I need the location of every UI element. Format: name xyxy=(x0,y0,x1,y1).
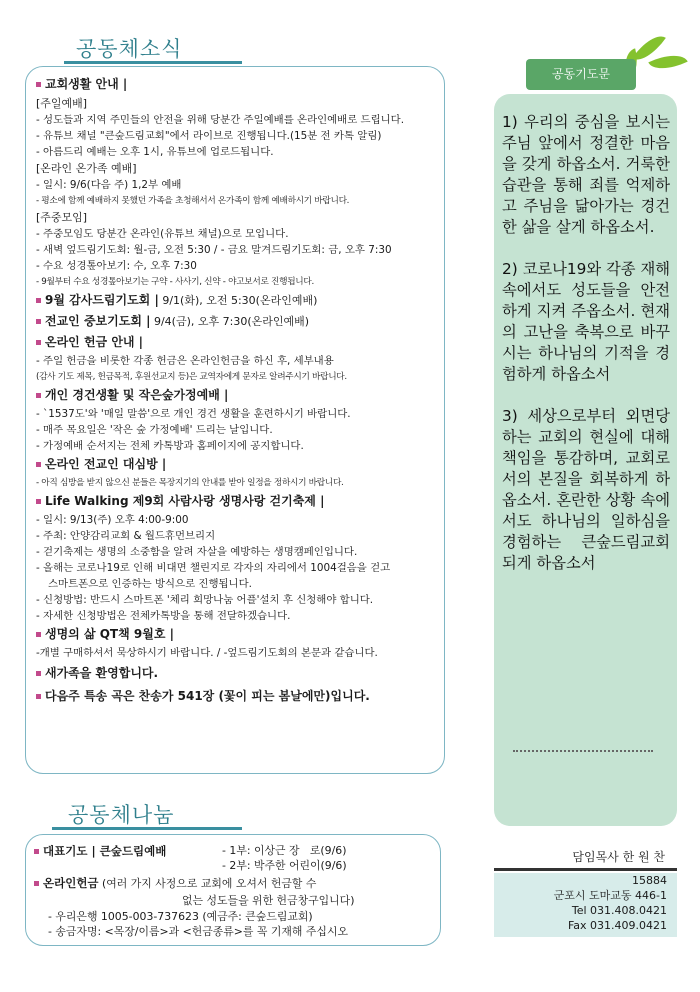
bullet-icon xyxy=(36,694,41,699)
news-line: - 새벽 엎드림기도회: 월-금, 오전 5:30 / - 금요 말겨드림기도회: 금, 오후 7:30 xyxy=(36,244,392,256)
online-offering-desc-2: 없는 성도들을 위한 헌금창구입니다) xyxy=(182,894,355,907)
news-line: -개별 구매하셔서 묵상하시기 바랍니다. / -엎드림기도회의 본문과 같습니다. xyxy=(36,647,378,659)
news-line: - 걷기축제는 생명의 소중함을 알려 자살을 예방하는 생명캠페인입니다. xyxy=(36,546,358,558)
address: 군포시 도마교동 446-1 xyxy=(553,889,667,902)
rep-prayer-heading: 대표기도 | 큰숲드림예배 xyxy=(34,841,166,861)
news-line: - 유튜브 채널 "큰숲드림교회"에서 라이브로 진행됩니다.(15분 전 카톡 알림) xyxy=(36,130,382,142)
sharing-title-underline xyxy=(52,827,242,830)
bullet-icon xyxy=(36,632,41,637)
news-section-heading xyxy=(36,311,444,332)
rep-prayer-line-2: - 2부: 박주한 어린이(9/6) xyxy=(222,859,347,872)
news-section-title: 새가족을 환영합니다. xyxy=(45,666,159,680)
news-section-heading xyxy=(36,74,444,95)
news-line: - 수요 성경톺아보기: 수, 오후 7:30 xyxy=(36,260,197,272)
news-line: - 일시: 9/13(주) 오후 4:00-9:00 xyxy=(36,514,189,526)
sharing-box xyxy=(25,834,441,946)
prayer-item-3: 3) 세상으로부터 외면당하는 교회의 현실에 대해 책임을 통감하며, 교회로서의 본질을 회복하게 하옵소서. 혼란한 상황 속에서도 하나님의 일하심을 경험하는 큰숲드림교회 되게 하옵소서 xyxy=(502,407,670,572)
news-box xyxy=(25,66,445,774)
online-offering-heading: 온라인헌금 xyxy=(43,876,99,890)
news-line: - 매주 목요일은 '작은 숲 가정예배' 드리는 날입니다. xyxy=(36,424,273,436)
news-title-underline xyxy=(64,61,242,64)
prayer-item-2: 2) 코로나19와 각종 재해 속에서도 성도들을 안전하게 지켜 주옵소서. 현재의 고난을 축복으로 바꾸시는 하나님의 기적을 경험하게 하옵소서 xyxy=(502,260,670,383)
prayer-text xyxy=(502,112,670,595)
prayer-tag: 공동기도문 xyxy=(526,59,636,90)
rep-prayer-line-1: - 1부: 이상근 장 로(9/6) xyxy=(222,844,347,857)
news-section-title: 생명의 삶 QT책 9월호 | xyxy=(45,627,174,641)
zip-code: 15884 xyxy=(632,874,667,887)
news-section-heading xyxy=(36,385,444,406)
news-line: - 평소에 함께 예배하지 못했던 가족을 초청해서서 온가족이 함께 예배하시기 바랍니다. xyxy=(36,196,350,206)
bullet-icon xyxy=(34,849,39,854)
bullet-icon xyxy=(36,298,41,303)
dotted-divider xyxy=(513,750,653,752)
news-line: - 9월부터 수요 성경톺아보기는 구약 - 사사기, 신약 - 야고보서로 진행됩니다. xyxy=(36,277,314,287)
news-line: - 자세한 신청방법은 전체카톡방을 통해 전달하겠습니다. xyxy=(36,610,291,622)
news-section-title: 개인 경건생활 및 작은숲가정예배 | xyxy=(45,388,229,402)
news-section-title: 교회생활 안내 | xyxy=(45,77,128,91)
pastor-name: 담임목사 한 원 찬 xyxy=(572,850,665,864)
news-title: 공동체소식 xyxy=(76,37,183,61)
bullet-icon xyxy=(36,671,41,676)
news-section-title: Life Walking 제9회 사람사랑 생명사랑 걷기축제 | xyxy=(45,494,325,508)
news-subheading: [주일예배] xyxy=(36,97,88,110)
news-section-title: 전교인 중보기도회 | xyxy=(45,314,151,328)
bullet-icon xyxy=(36,340,41,345)
news-section-heading xyxy=(36,332,444,353)
bullet-icon xyxy=(36,499,41,504)
bullet-icon xyxy=(36,462,41,467)
news-section-heading xyxy=(36,454,444,475)
news-line: - 일시: 9/6(다음 주) 1,2부 예배 xyxy=(36,179,182,191)
tel: Tel 031.408.0421 xyxy=(571,904,667,917)
prayer-item-1: 1) 우리의 중심을 보시는 주님 앞에서 정결한 마음을 갖게 하옵소서. 거룩한 습관을 통해 죄를 억제하고 주님을 닮아가는 경건한 삶을 살게 하옵소서. xyxy=(502,113,670,236)
news-line: - 아직 심방을 받지 않으신 분들은 목장지기의 안내를 받아 일정을 정하시기 바랍니다. xyxy=(36,478,344,488)
news-section-title: 다음주 특송 곡은 찬송가 541장 (꽃이 피는 봄날에만)입니다. xyxy=(45,689,370,703)
bullet-icon xyxy=(36,82,41,87)
sharing-title: 공동체나눔 xyxy=(68,803,175,827)
online-offering-desc-1: (여러 가지 사정으로 교회에 오셔서 헌금할 수 xyxy=(102,877,317,890)
news-section-heading xyxy=(36,624,444,645)
news-section-title: 온라인 헌금 안내 | xyxy=(45,335,144,349)
news-line: - 주최: 안양감리교회 & 월드휴먼브리지 xyxy=(36,530,216,542)
bank-account: - 우리은행 1005-003-737623 (예금주: 큰숲드림교회) xyxy=(48,909,313,923)
news-line: - 가정예배 순서지는 전체 카톡방과 홈페이지에 공지합니다. xyxy=(36,440,304,452)
news-section-subtitle: 9/1(화), 오전 5:30(온라인예배) xyxy=(158,294,318,307)
news-section-heading xyxy=(36,686,444,707)
news-line: - 아름드리 예배는 오후 1시, 유튜브에 업로드됩니다. xyxy=(36,146,274,158)
news-section-heading xyxy=(36,491,444,512)
news-content xyxy=(36,74,444,707)
footer-divider xyxy=(494,868,677,871)
news-section-title: 온라인 전교인 대심방 | xyxy=(45,457,167,471)
sender-note: - 송금자명: <목장/이름>과 <헌금종류>를 꼭 기재해 주십시오 xyxy=(48,925,348,938)
bullet-icon xyxy=(34,881,39,886)
online-offering-row xyxy=(34,873,440,893)
news-section-title: 9월 감사드림기도회 | xyxy=(45,293,159,307)
bullet-icon xyxy=(36,393,41,398)
news-section-heading xyxy=(36,663,444,684)
address-block xyxy=(494,873,677,937)
news-line: 스마트폰으로 인증하는 방식으로 진행됩니다. xyxy=(48,578,252,590)
news-section-heading xyxy=(36,290,444,311)
news-line: - 주중모임도 당분간 온라인(유튜브 채널)으로 모입니다. xyxy=(36,228,289,240)
news-line: - 성도들과 지역 주민들의 안전을 위해 당분간 주일예배를 온라인예배로 드립니다. xyxy=(36,114,405,126)
news-subheading: [주중모임] xyxy=(36,211,88,224)
news-section-subtitle: 9/4(금), 오후 7:30(온라인예배) xyxy=(150,315,310,328)
news-line: - 주일 헌금을 비롯한 각종 헌금은 온라인헌금을 하신 후, 세부내용 xyxy=(36,355,334,367)
news-subheading: [온라인 온가족 예배] xyxy=(36,162,137,175)
fax: Fax 031.409.0421 xyxy=(567,919,667,932)
news-line: - 올해는 코로나19로 인해 비대면 챌린지로 각자의 자리에서 1004걸음을 걷고 xyxy=(36,562,391,574)
news-line: - `1537도'와 '매일 말씀'으로 개인 경건 생활을 훈련하시기 바랍니다. xyxy=(36,408,351,420)
leaf-icon xyxy=(648,47,687,77)
news-line: (감사 기도 제목, 헌금목적, 후원선교지 등)은 교역자에게 문자로 알려주시기 바랍니다. xyxy=(36,372,347,382)
news-line: - 신청방법: 반드시 스마트폰 '체리 희망나눔 어플'설치 후 신청해야 합니다. xyxy=(36,594,374,606)
bullet-icon xyxy=(36,319,41,324)
